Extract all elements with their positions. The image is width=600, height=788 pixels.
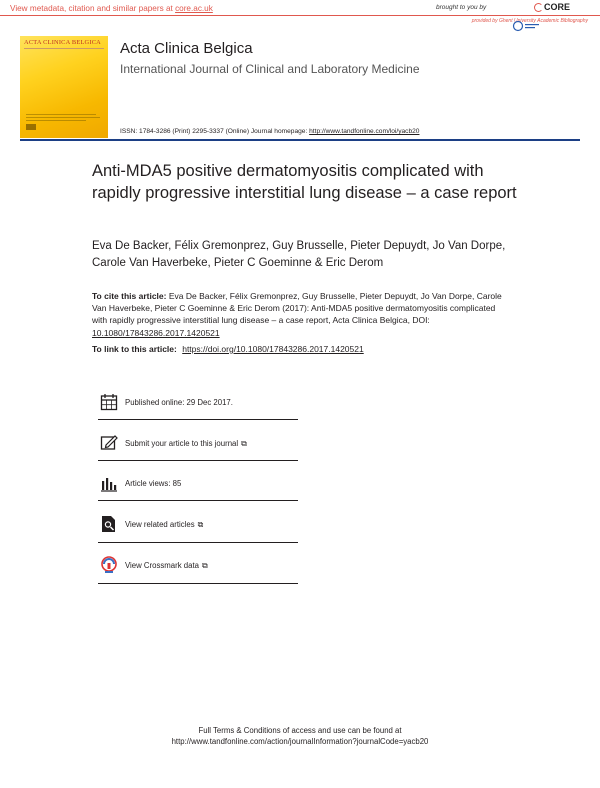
core-logo-text: CORE [544,2,571,12]
crossmark-icon [100,556,118,574]
university-logo-icon [512,20,542,32]
journal-cover-image [20,36,108,138]
article-authors: Eva De Backer, Félix Gremonprez, Guy Brusselle, Pieter Depuydt, Jo Van Dorpe, Carole Van Haverbeke, Pieter C Goeminne & Eric Derom [92,240,506,269]
crossmark-label[interactable] [125,561,208,571]
info-divider [98,419,298,420]
journal-homepage-link[interactable]: http://www.tandfonline.com/loi/yacb20 [309,128,420,135]
link-label: To link to this article: [92,344,180,354]
article-link-block [92,344,364,354]
external-link-icon: ⧉ [201,561,208,570]
article-title: Anti-MDA5 positive dermatomyositis complicated with rapidly progressive interstitial lung disease – a case report [92,162,517,202]
submit-text: Submit your article to this journal [125,439,239,448]
citation-block [92,290,502,339]
cover-text-line [26,117,100,118]
core-link[interactable]: core.ac.uk [175,4,213,13]
issn-text: ISSN: 1784-3286 (Print) 2295-3337 (Online) Journal homepage: [120,128,310,135]
info-divider [98,500,298,501]
published-label: Published online: 29 Dec 2017. [125,398,233,407]
core-divider [0,15,600,16]
core-logo[interactable] [534,2,570,12]
footer-terms-link[interactable]: http://www.tandfonline.com/action/journalInformation?journalCode=yacb20 [171,737,429,746]
submit-label[interactable] [125,439,247,449]
info-divider [98,460,298,461]
core-logo-icon [534,3,543,12]
cover-publisher-mark [26,124,36,130]
footer-terms-text: Full Terms & Conditions of access and use can be found at [198,726,402,735]
citation-label: To cite this article: [92,291,169,301]
related-label[interactable] [125,520,203,530]
search-document-icon [100,515,118,533]
cover-text-line [26,114,96,115]
brought-by-text: brought to you by [436,4,487,11]
citation-text: Eva De Backer, Félix Gremonprez, Guy Brusselle, Pieter Depuydt, Jo Van Dorpe, Carole Van Haverbeke, Pieter C Goeminne & Eric Derom (2017): Anti-MDA5 positive dermatomyositis complicated with rapidly progressive interstitial lung disease – a case report, Acta Clinica Belgica, DOI: [92,291,502,326]
info-divider [98,542,298,543]
provided-by-text: provided by Ghent University Academic Bibliography [471,18,588,24]
calendar-icon [100,393,118,411]
journal-title: Acta Clinica Belgica [120,40,253,57]
citation-doi-link[interactable]: 10.1080/17843286.2017.1420521 [92,327,220,338]
external-link-icon: ⧉ [241,439,247,448]
cover-divider [24,48,104,49]
related-text: View related articles [125,520,195,529]
views-label: Article views: 85 [125,479,182,488]
cover-title: ACTA CLINICA BELGICA [24,39,101,46]
core-view-text: View metadata, citation and similar papers at [10,4,176,13]
edit-icon [100,434,118,452]
cover-text-line [26,120,86,121]
external-link-icon: ⧉ [197,520,204,529]
journal-subtitle: International Journal of Clinical and Laboratory Medicine [120,62,420,76]
info-divider [98,583,298,584]
article-doi-link[interactable]: https://doi.org/10.1080/17843286.2017.1420521 [182,344,364,354]
core-banner [0,0,600,28]
header-divider [20,139,580,141]
crossmark-text: View Crossmark data [125,561,199,570]
core-view-metadata-link[interactable] [10,4,213,13]
issn-line [120,128,419,135]
bar-chart-icon [100,475,118,493]
